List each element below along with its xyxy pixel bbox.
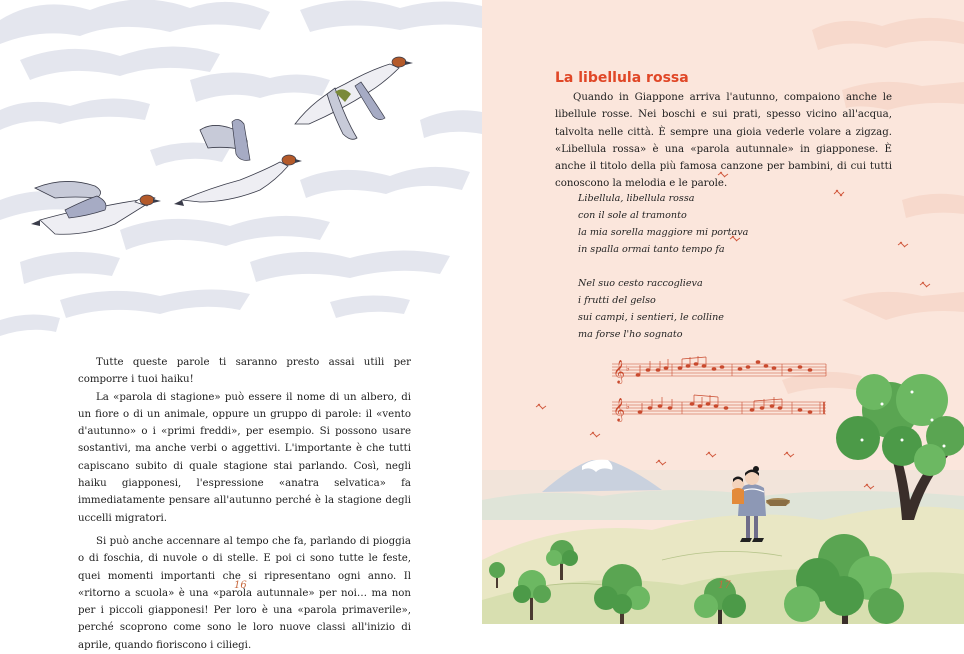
svg-text:𝄞: 𝄞	[613, 359, 625, 383]
svg-text:𝄞: 𝄞	[613, 397, 625, 421]
right-paragraph: Quando in Giappone arriva l'autunno, compaiono anche le libellule rosse. Nei boschi e sui prati, spesso vicino all'acqua, talvolta nelle città. È sempre una gioia vederle volare a zigzag. «Libellula rossa» è una «parola autunnale» in giapponese. È anche il titolo della più famosa canzone per bambini, di cui tutti conoscono la melodia e le parole.	[555, 92, 892, 190]
poem-line: Nel suo cesto raccoglieva	[578, 278, 703, 289]
poem-line: Libellula, libellula rossa	[578, 193, 695, 204]
left-paragraph: Tutte queste parole ti saranno presto assai utili per comporre i tuoi haiku!	[78, 357, 411, 386]
poem-line: in spalla ormai tanto tempo fa	[578, 244, 725, 255]
page-number-right: 17	[718, 580, 731, 591]
sky-clouds-illustration	[0, 0, 482, 340]
poem-line: con il sole al tramonto	[578, 210, 687, 221]
red-dragonfly-icon	[706, 452, 716, 457]
left-paragraph: La «parola di stagione» può essere il nome di un albero, di un fiore o di un animale, oppure un gruppo di parole: il «vento d'autunno» o i «primi freddi», per esempio. Si possono usare sostantivi, ma anche verbi o aggettivi. L'importante è che tutti capiscano subito di quale stagione stai parlando. Così, negli haiku giapponesi, l'espressione «anatra selvatica» fa immediatamente pensare all'autunno perché è la stagione degli uccelli migratori.	[78, 391, 411, 524]
poem-stanza-1	[578, 190, 748, 258]
red-dragonfly-icon	[898, 242, 908, 247]
svg-text:♭: ♭	[626, 402, 630, 411]
section-title: La libellula rossa	[555, 70, 689, 86]
poem-stanza-2	[578, 275, 724, 343]
poem-line: i frutti del gelso	[578, 295, 656, 306]
red-dragonfly-icon	[590, 432, 600, 437]
red-dragonfly-icon	[920, 282, 930, 287]
flying-duck-icon	[174, 119, 302, 206]
poem-line: la mia sorella maggiore mi portava	[578, 227, 749, 238]
red-dragonfly-icon	[656, 460, 666, 465]
left-page	[0, 0, 482, 651]
poem-line: sui campi, i sentieri, le colline	[578, 312, 724, 323]
red-dragonfly-icon	[536, 404, 546, 409]
svg-text:♭: ♭	[626, 364, 630, 373]
page-number-left: 16	[234, 580, 247, 591]
right-body-text	[555, 89, 892, 193]
flying-duck-icon	[295, 57, 413, 139]
poem-line: ma forse l'ho sognato	[578, 329, 683, 340]
left-paragraph: Si può anche accennare al tempo che fa, parlando di pioggia o di foschia, di nuvole o di stelle. E poi ci sono tutte le feste, quei momenti importanti che si ripresentano ogni anno. Il «ritorno a scuola» è una «parola autunnale» per noi… ma non per i piccoli giapponesi! Per loro è una «parola primaverile», perché scoprono come sono le loro nuove classi all'inizio di aprile, quando fioriscono i ciliegi.	[78, 535, 411, 651]
left-body-text	[78, 354, 411, 654]
music-staff-icon	[612, 356, 828, 422]
red-dragonfly-icon	[784, 452, 794, 457]
